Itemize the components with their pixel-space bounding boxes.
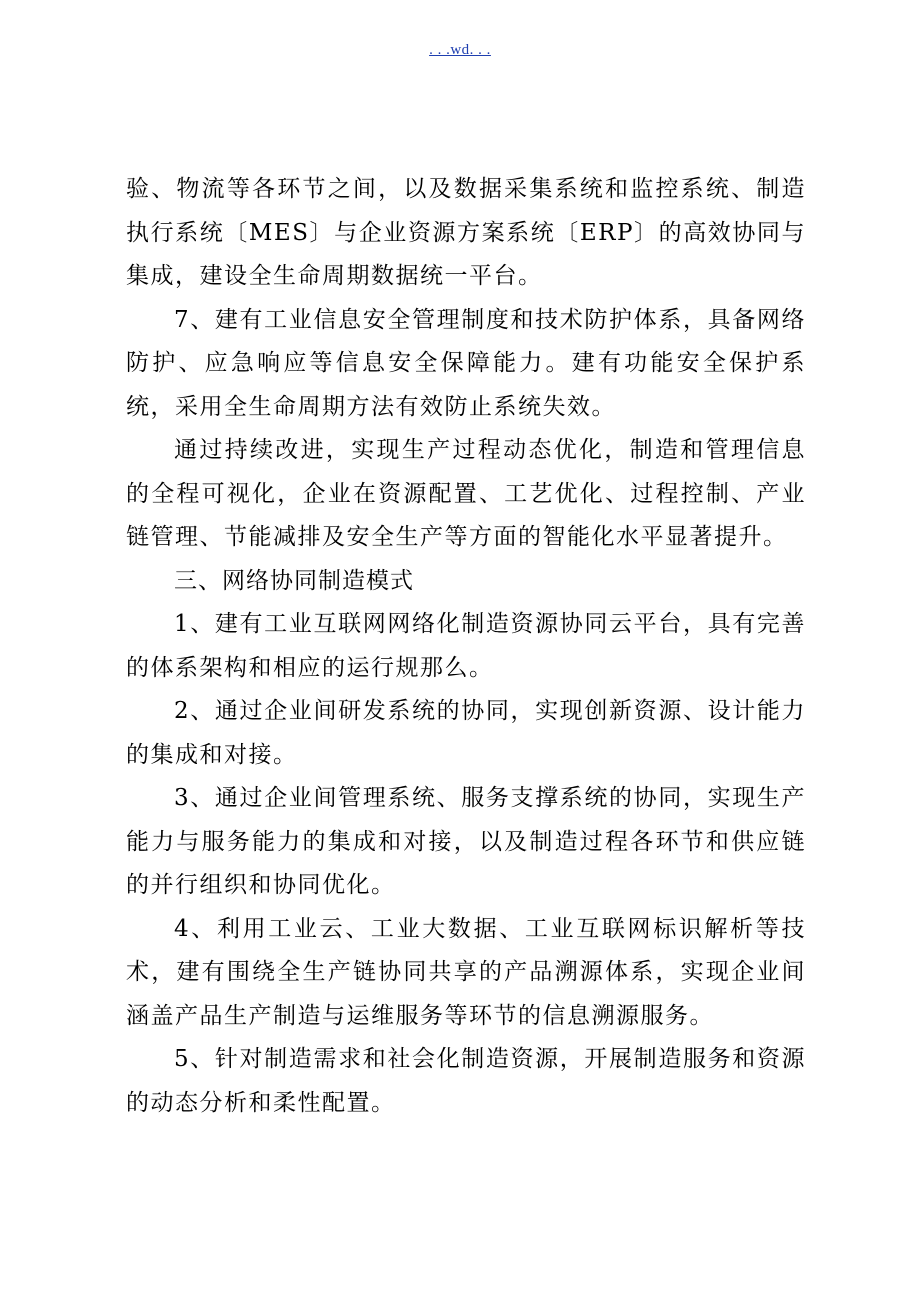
document-body (126, 168, 806, 1125)
summary-paragraph: 通过持续改进，实现生产过程动态优化，制造和管理信息的全程可视化，企业在资源配置、工艺优化、过程控制、产业链管理、节能减排及安全生产等方面的智能化水平显著提升。 (126, 437, 806, 550)
section-heading: 三、网络协同制造模式 (174, 567, 414, 594)
item-2-paragraph: 2、通过企业间研发系统的协同，实现创新资源、设计能力的集成和对接。 (126, 698, 806, 768)
item-5-paragraph: 5、针对制造需求和社会化制造资源，开展制造服务和资源的动态分析和柔性配置。 (126, 1046, 806, 1116)
page-header: . . .wd. . . (429, 42, 491, 58)
item-1-paragraph: 1、建有工业互联网网络化制造资源协同云平台，具有完善的体系架构和相应的运行规那么。 (126, 611, 806, 681)
continuation-paragraph: 验、物流等各环节之间，以及数据采集系统和监控系统、制造执行系统〔MES〕与企业资源方案系统〔ERP〕的高效协同与集成，建设全生命周期数据统一平台。 (126, 176, 806, 289)
item-7-paragraph: 7、建有工业信息安全管理制度和技术防护体系，具备网络防护、应急响应等信息安全保障能力。建有功能安全保护系统，采用全生命周期方法有效防止系统失效。 (126, 306, 806, 420)
item-4-paragraph: 4、利用工业云、工业大数据、工业互联网标识解析等技术，建有围绕全生产链协同共享的产品溯源体系，实现企业间涵盖产品生产制造与运维服务等环节的信息溯源服务。 (126, 915, 806, 1029)
item-3-paragraph: 3、通过企业间管理系统、服务支撑系统的协同，实现生产能力与服务能力的集成和对接，以及制造过程各环节和供应链的并行组织和协同优化。 (126, 785, 806, 898)
